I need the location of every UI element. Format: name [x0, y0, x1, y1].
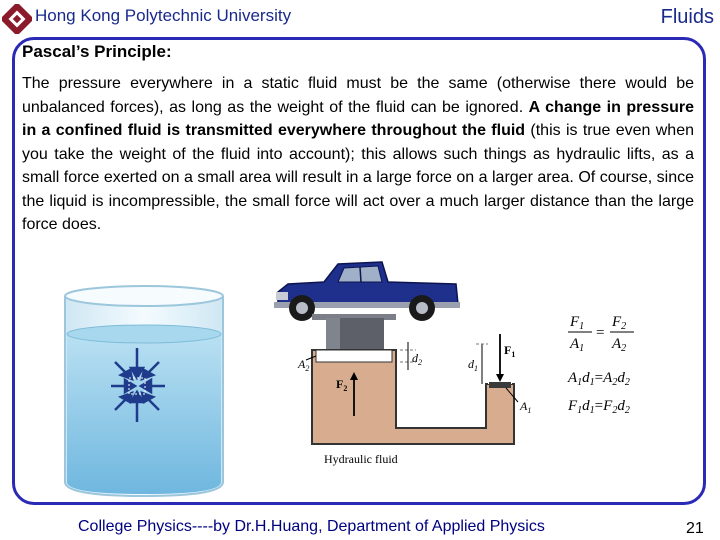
slide-header	[0, 0, 720, 36]
label-F2: $F_2$	[336, 377, 348, 393]
page-number: 21	[686, 520, 704, 537]
label-A1: $A_1$	[520, 399, 532, 415]
topic-title: Fluids	[660, 6, 714, 28]
svg-text:F1: $F_1$	[570, 314, 585, 332]
svg-text:F2: $F_2$	[612, 314, 627, 332]
svg-text:A1: $A_1$	[570, 336, 585, 354]
paragraph-bold-statement: A change in pressure in a confined fluid is transmitted everywhere throughout the fluid	[22, 98, 695, 139]
footer-credit: College Physics----by Dr.H.Huang, Department of Applied Physics	[78, 518, 545, 535]
label-d2: $d_2$	[412, 351, 422, 367]
paragraph-text-2: (this is true even when you take the weight of the fluid into account); this allows such things as hydraulic lifts, as a small force exerted on a small area will result in a large force on a larger area. Of course, since the liquid is incompressible, the small force will act over a much larger distance than the large force does.	[22, 122, 694, 233]
svg-text:=: =	[596, 325, 605, 341]
slide-title: Pascal’s Principle:	[22, 42, 172, 61]
polyu-logo-icon	[2, 4, 32, 34]
equation-volume	[567, 370, 630, 388]
beaker-pressure-illustration	[55, 282, 233, 502]
hydraulic-fluid-label: Hydraulic fluid	[324, 452, 398, 466]
svg-text:A1d1=A2d2: $A_1d_1=A_2d_2$	[568, 370, 630, 388]
paragraph-text-1: The pressure everywhere in a static fluid must be the same (otherwise there would be unbalanced forces), as long as the weight of the fluid can be ignored.	[22, 75, 694, 116]
svg-text:F1d1=F2d2: $F_1d_1=F_2d_2$	[568, 398, 630, 416]
label-A2: $A_2$	[298, 357, 310, 373]
equation-pressure-ratio	[568, 314, 634, 354]
label-d1: $d_1$	[468, 357, 478, 373]
body-paragraph	[22, 72, 694, 237]
equation-work	[567, 398, 630, 416]
label-F1: $F_1$	[504, 343, 516, 359]
svg-text:A2: $A_2$	[612, 336, 627, 354]
pascal-equations	[566, 312, 670, 422]
university-name: Hong Kong Polytechnic University	[35, 6, 292, 25]
hydraulic-lift-diagram	[296, 312, 548, 467]
